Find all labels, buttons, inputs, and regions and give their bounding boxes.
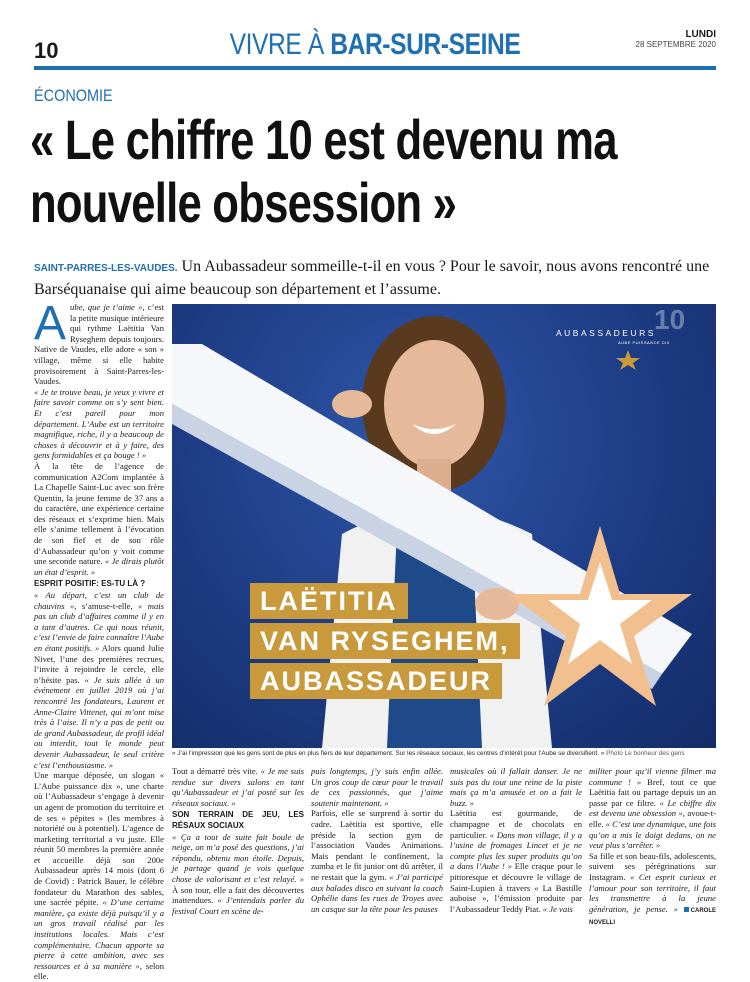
logo-number: 10: [654, 304, 686, 335]
quote: « Je dirais plutôt un état d’esprit. »: [34, 556, 164, 577]
headline: « Le chiffre 10 est devenu ma nouvelle obsession »: [30, 108, 617, 234]
quote: musicales où il fallait danser. Je ne suis pas du tout une reine de la piste mais ça m’a amusée et on a fait le buzz. »: [450, 766, 582, 808]
text: À la tête de l’agence de communication A2Com implantée à La Chapelle Saint-Luc avec son frère Quentin, la jeune femme de 37 ans a du caractère, une expérience certaine des réseaux et s’exprime bien. Mais elle s’anime tellement à l’évocation de son fief et de son rôle d’Aubassadeur qu’on y voit comme une seconde nature.: [34, 460, 164, 567]
article-column-4: [450, 766, 582, 914]
article-column-5: [589, 766, 717, 927]
paragraph: [34, 590, 164, 770]
quote: « J’ai participé aux balades disco en suivant la coach Ophélie dans les rues de Troyes avec un casque sur la tête pour les pauses: [311, 871, 443, 914]
text: c’est la petite musique intérieure qui rythme Laëtitia Van Ryseghem depuis toujours. Native de Vaudes, elle adore « son » village, même si elle habite provisoirement à Saint-Parres-les-Vaudes.: [34, 302, 164, 387]
rubric: ÉCONOMIE: [34, 86, 113, 105]
paragraph: [172, 766, 304, 808]
paragraph: [34, 387, 164, 461]
text: Alors quand Julie Nivet, l’une des premières recrues, l’invite à rejoindre le cercle, elle n’hésite pas.: [34, 643, 164, 685]
paragraph: [34, 297, 164, 387]
text: Sa fille et son beau-fils, adolescents, suivent ses pérégrinations sur Instagram.: [589, 850, 716, 882]
quote: « Je me suis rendue sur divers salons en tant qu’Aubassadeur et j’ai posté sur les réseaux sociaux. »: [172, 766, 304, 808]
author-square-icon: [684, 907, 689, 912]
text: Laëtitia est gourmande, de champagne et de chocolats en particulier.: [450, 808, 582, 840]
text: s’amuse-t-elle,: [76, 600, 139, 611]
article-column-3: [311, 766, 443, 914]
quote: « J’entendais parler du festival Court en scène de-: [172, 895, 304, 916]
paragraph: [450, 808, 582, 914]
face-shape: [384, 340, 484, 468]
author-byline: CAROLE NOVELLI: [589, 907, 716, 927]
name-line-first: LAËTITIA: [250, 583, 408, 619]
paragraph: [311, 766, 443, 808]
logo-subtitle: AUBE PUISSANCE DIX: [618, 340, 670, 345]
text: À son tour, elle a fait des découvertes inattendues.: [172, 884, 304, 906]
aubassadeurs-logo: [556, 304, 696, 370]
quote: ube, que je t’aime »,: [70, 302, 145, 312]
quote: « D’une certaine manière, ça existe déjà puisqu’il y a un gros travail réalisé par les institutions locales. Mais c’est complémentaire. Chacun apporte sa pierre à cette ambition, avec ses ressources et à sa manière »,: [34, 897, 164, 971]
text: Tout a démarré très vite.: [172, 766, 258, 776]
lead-text: Un Aubassadeur sommeille-t-il en vous ? Pour le savoir, nous avons rencontré une Barséquanaise qui aime beaucoup son département et l’assume.: [34, 258, 710, 298]
quote: « C’est une dynamique, une fois qu’on a mis le doigt dedans, on ne veut plus s’arrêter. »: [589, 818, 716, 851]
dateline-location: SAINT-PARRES-LES-VAUDES.: [34, 263, 178, 274]
issue-full-date: 28 SEPTEMBRE 2020: [635, 40, 716, 49]
article-column-1: [34, 297, 164, 982]
quote: militer pour qu’il vienne filmer ma commune ! »: [589, 766, 716, 787]
quote: puis longtemps, j’y suis enfin allée. Un gros coup de cœur pour le travail de ces passionnés, que j’aime soutenir maintenant. »: [311, 766, 443, 808]
paragraph: [450, 766, 582, 808]
text: Parfois, elle se surprend à sortir du cadre. Laëtitia est sportive, elle préside la section gym de l’association Vaudes Animations. Mais pendant le confinement, la zumba et le fit junior ont dû arrêter, il ne restait que la gym.: [311, 808, 443, 882]
article-column-2: [172, 766, 304, 916]
text: Elle craque pour le pittoresque et découvre le village de Saint-Lupien à travers « La Bastille auboise », l’émission produite par l’Aubassadeur Teddy Piat.: [450, 861, 582, 914]
paragraph: [34, 770, 164, 982]
section-title: [68, 28, 683, 62]
quote: « Ça a tout de suite fait boule de neige, on m’a posé des questions, j’ai répondu, obtenu mon étoile. Depuis, je partage quand je vois quelque chose de valorisant et c’est relayé. »: [172, 831, 304, 884]
text: avoue-t-elle.: [589, 808, 717, 829]
paragraph: [589, 766, 716, 851]
logo-text: AUBASSADEURS: [556, 328, 656, 338]
header-divider: [34, 66, 716, 70]
quote: « mais pas un club d’affaires comme il y en a tant d’autres. Ce qui nous réunit, c’est l’envie de faire connaître l’Aube en étant positifs. »: [34, 600, 164, 653]
logo-star-icon: [616, 350, 640, 370]
text: Une marque déposée, un slogan « L’Aube puissance dix », une charte où l’Aubassadeur s’engage à devenir un agent de promotion du territoire et de ses « pépites » (les membres à notoriété ou à potentiel). L’agence de marketing territorial a vu juste. Elle réunit 50 membres la première année et accueille déjà son 200e Aubassadeur après 14 mois (dont 6 de Covid) : Patrick Bauer, le célèbre fondateur du Marathon des sables, une sacrée pépite.: [34, 770, 164, 908]
caption-text: « J’ai l’impression que les gens sont de plus en plus fiers de leur département. Sur les réseaux sociaux, les centres d’intérêt pour l’Aube se diversifient. »: [172, 750, 607, 757]
quote: « Je vais: [540, 903, 573, 914]
quote: « Je suis allée à un événement en juillet 2019 où j’ai rencontré les fondateurs, Laurent et Anne-Claire Vittenet, qui m’ont mise très à l’aise. Il n’y a pas de petit ou de grand Aubassadeur, de profil idéal ou interdit, tout le monde peut devenir Aubassadeur, le seul critère c’est l’enthousiasme. »: [34, 674, 164, 770]
name-overlay: [250, 583, 520, 703]
left-hand: [332, 390, 372, 418]
paragraph: [172, 832, 304, 917]
text: Bref, tout ce que Laëtitia fait ou partage depuis un an passe par ce filtre.: [589, 776, 717, 808]
quote: « Cet esprit curieux et l’amour pour son territoire, il faut les transmettre à la jeune génération, je pense. »: [589, 871, 716, 914]
quote: « Dans mon village, il y a l’usine de fromages Lincet et je ne compte plus les super produits qu’on a dans l’Aube ! »: [450, 829, 582, 872]
drop-cap: A: [34, 297, 67, 350]
section-city: BAR-SUR-SEINE: [330, 28, 521, 61]
quote: « Le chiffre dix est devenu une obsession »,: [589, 797, 716, 819]
subheading: SON TERRAIN DE JEU, LES RÉSAUX SOCIAUX: [172, 810, 304, 830]
text: selon elle.: [34, 960, 164, 982]
paragraph: [589, 851, 716, 929]
page-number: 10: [34, 38, 59, 63]
paragraph: [311, 808, 443, 914]
issue-date: [636, 29, 716, 49]
photo-credit: Photo Le bonheur des gens: [606, 750, 685, 757]
photo-caption: [172, 750, 716, 757]
section-prefix: VIVRE À: [229, 28, 331, 61]
quote: « Au départ, c’est un club de chauvins »,: [34, 590, 164, 611]
name-line-last: VAN RYSEGHEM,: [250, 623, 520, 659]
quote: « Je te trouve beau, je veux y vivre et faire savoir comme on s’y sent bien. Et c’est pareil pour mon département. L’Aube est un territoire magnifique, riche, il y a beaucoup de choses à découvrir et à y faire, des gens formidables et ça bouge ! »: [34, 386, 164, 461]
paragraph: [34, 461, 164, 578]
lead-paragraph: [34, 256, 724, 300]
issue-day: LUNDI: [685, 29, 716, 40]
subheading: ESPRIT POSITIF: ES-TU LÀ ?: [34, 579, 146, 589]
name-line-role: AUBASSADEUR: [250, 663, 502, 699]
